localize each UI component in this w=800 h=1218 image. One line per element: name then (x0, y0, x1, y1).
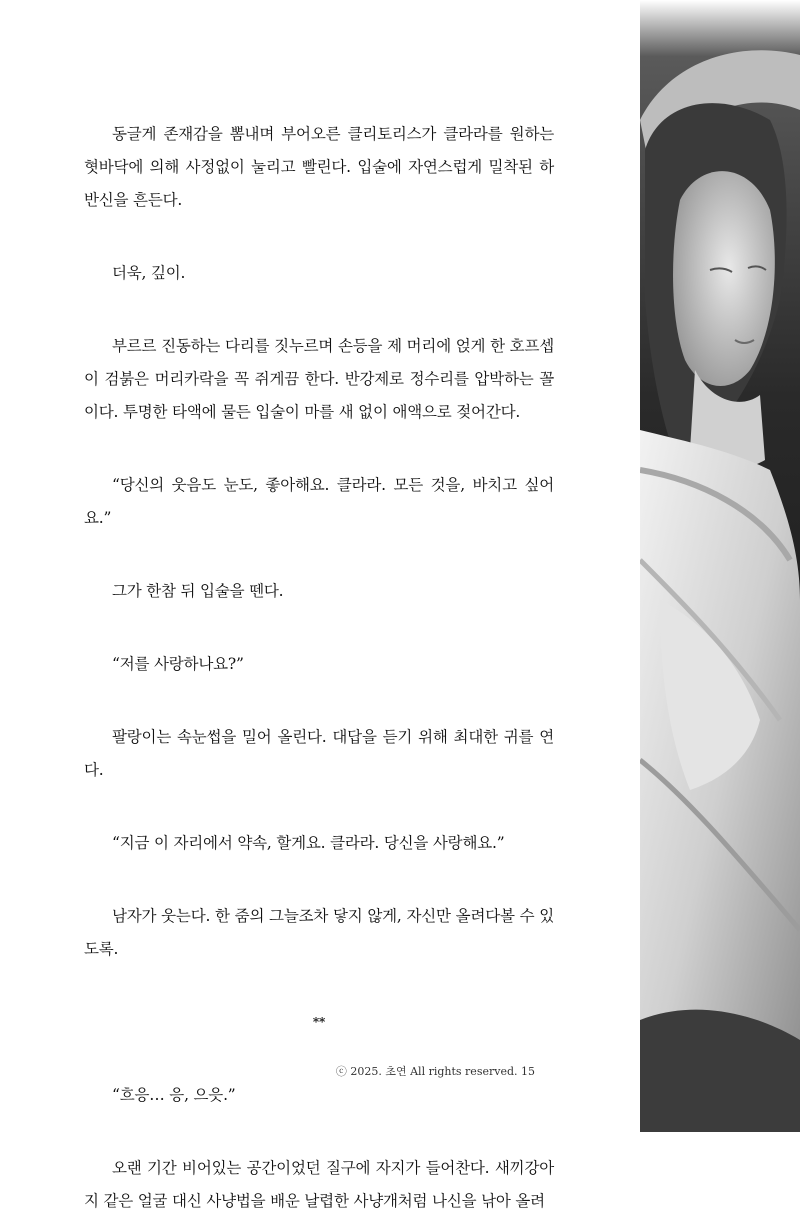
scene-break: ** (312, 1015, 326, 1029)
paragraph: 그가 한참 뒤 입술을 뗀다. (112, 582, 284, 600)
body-text (84, 118, 554, 1218)
dialogue: “저를 사랑하나요?” (112, 655, 244, 673)
paragraph: 동글게 존재감을 뽐내며 부어오른 클리토리스가 클라라를 원하는 혓바닥에 의해 사정없이 눌리고 빨린다. 입술에 자연스럽게 밀착된 하반신을 흔든다. (84, 125, 554, 209)
paragraph: 남자가 웃는다. 한 줌의 그늘조차 닿지 않게, 자신만 올려다볼 수 있도록. (84, 907, 554, 958)
portrait-illustration (640, 0, 800, 1132)
paragraph: 팔랑이는 속눈썹을 밀어 올린다. 대답을 듣기 위해 최대한 귀를 연다. (84, 728, 554, 779)
dialogue: “지금 이 자리에서 약속, 할게요. 클라라. 당신을 사랑해요.” (112, 834, 505, 852)
paragraph: 부르르 진동하는 다리를 짓누르며 손등을 제 머리에 얹게 한 호프셉이 검붉은 머리카락을 꼭 쥐게끔 한다. 반강제로 정수리를 압박하는 꼴이다. 투명한 타액에 물든 입술이 마를 새 없이 애액으로 젖어간다. (84, 337, 554, 421)
page-footer: ⓒ 2025. 초연 All rights reserved. 15 (335, 1065, 535, 1078)
dialogue: “흐응… 응, 으읏.” (112, 1086, 236, 1104)
dialogue: “당신의 웃음도 눈도, 좋아해요. 클라라. 모든 것을, 바치고 싶어요.” (84, 476, 554, 527)
paragraph: 더욱, 깊이. (112, 264, 186, 282)
paragraph: 오랜 기간 비어있는 공간이었던 질구에 자지가 들어찬다. 새끼강아지 같은 얼굴 대신 사냥법을 배운 날렵한 사냥개처럼 나신을 낚아 올려 (84, 1159, 554, 1210)
